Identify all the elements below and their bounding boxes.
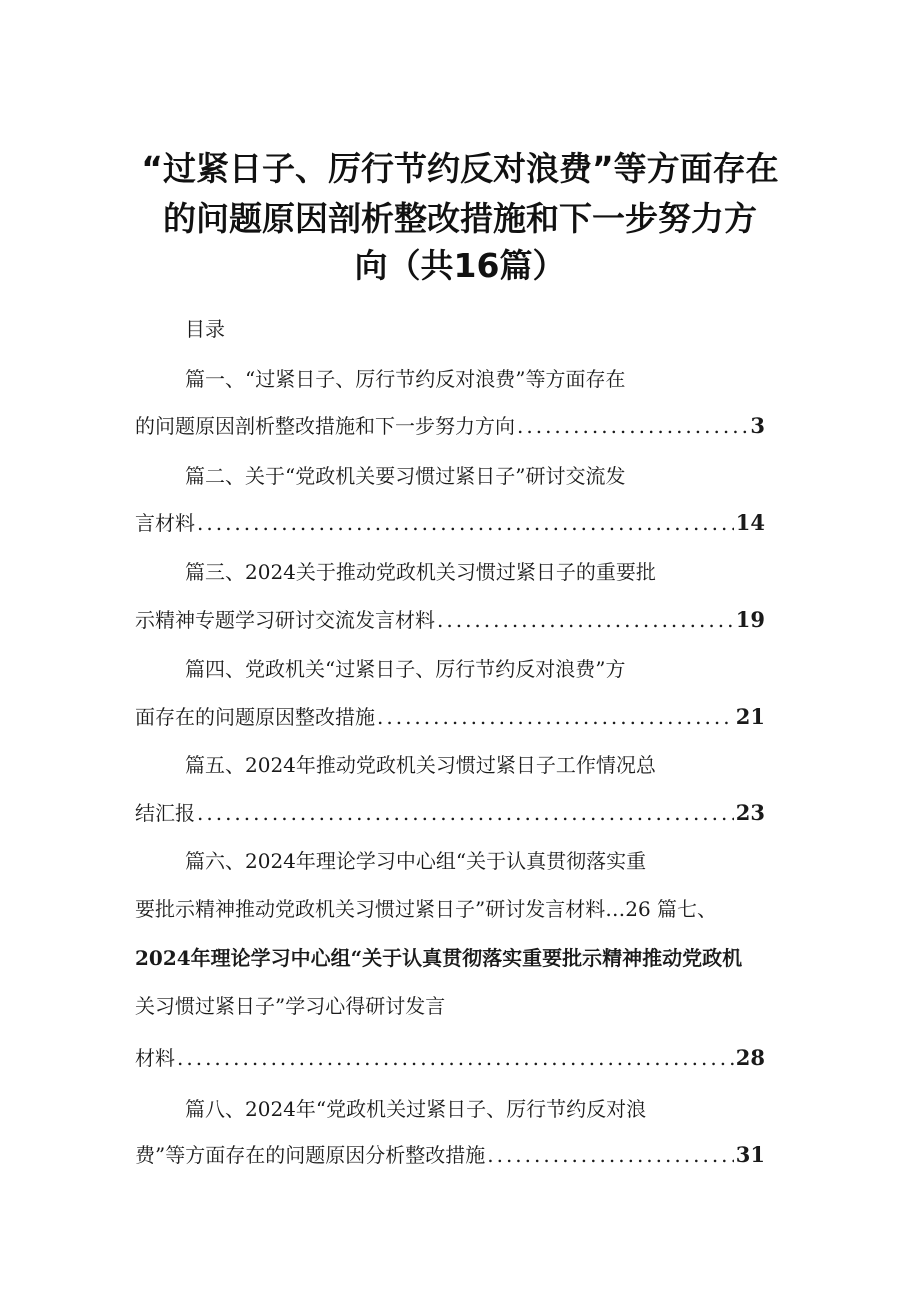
leader-dots <box>197 511 734 535</box>
toc-entry-2-page: 14 <box>735 510 765 535</box>
toc-entry-2-text: 言材料 <box>135 511 195 535</box>
toc-entry-6-line-2[interactable]: 要批示精神推动党政机关习惯过紧日子”研讨发言材料…26 篇七、 <box>135 897 718 921</box>
toc-entry-4-line-1[interactable]: 篇四、党政机关“过紧日子、厉行节约反对浪费”方 <box>185 657 626 681</box>
toc-entry-8-text: 费”等方面存在的问题原因分析整改措施 <box>135 1143 486 1167</box>
toc-entry-3-text: 示精神专题学习研讨交流发言材料 <box>135 608 435 632</box>
toc-entry-8-page: 31 <box>735 1142 765 1167</box>
toc-entry-3-line-1[interactable]: 篇三、2024关于推动党政机关习惯过紧日子的重要批 <box>185 560 656 584</box>
toc-heading: 目录 <box>185 317 225 341</box>
leader-dots <box>197 801 734 825</box>
toc-entry-3-line-2[interactable] <box>135 604 765 633</box>
toc-entry-3-page: 19 <box>735 607 765 632</box>
toc-entry-2-line-1[interactable]: 篇二、关于“党政机关要习惯过紧日子”研讨交流发 <box>185 464 626 488</box>
title-line-3: 向（共16篇） <box>354 246 566 285</box>
toc-entry-2-line-2[interactable] <box>135 507 765 536</box>
toc-entry-4-line-2[interactable] <box>135 701 765 730</box>
toc-entry-7-page: 28 <box>735 1045 765 1070</box>
toc-entry-8-line-1[interactable]: 篇八、2024年“党政机关过紧日子、厉行节约反对浪 <box>185 1097 647 1121</box>
toc-entry-5-line-2[interactable] <box>135 797 765 826</box>
toc-entry-8-line-2[interactable] <box>135 1139 765 1168</box>
toc-entry-5-text: 结汇报 <box>135 801 195 825</box>
toc-entry-6-line-1[interactable]: 篇六、2024年理论学习中心组“关于认真贯彻落实重 <box>185 849 647 873</box>
toc-entry-4-text: 面存在的问题原因整改措施 <box>135 705 375 729</box>
toc-entry-5-line-1[interactable]: 篇五、2024年推动党政机关习惯过紧日子工作情况总 <box>185 753 656 777</box>
toc-entry-7-line-3[interactable] <box>135 1042 765 1071</box>
toc-entry-1-line-1[interactable]: 篇一、“过紧日子、厉行节约反对浪费”等方面存在 <box>185 367 626 391</box>
toc-entry-1-text: 的问题原因剖析整改措施和下一步努力方向 <box>135 414 515 438</box>
toc-entry-1-line-2[interactable] <box>135 410 765 439</box>
toc-entry-1-page: 3 <box>750 413 765 438</box>
title-line-1: “过紧日子、厉行节约反对浪费”等方面存在 <box>141 149 779 188</box>
leader-dots <box>517 414 748 438</box>
toc-entry-7-text: 材料 <box>135 1046 175 1070</box>
leader-dots <box>377 705 734 729</box>
toc-entry-7-line-2[interactable]: 关习惯过紧日子”学习心得研讨发言 <box>135 994 446 1018</box>
toc-entry-5-page: 23 <box>735 800 765 825</box>
title-line-2: 的问题原因剖析整改措施和下一步努力方 <box>163 199 757 238</box>
leader-dots <box>437 608 734 632</box>
leader-dots <box>177 1046 734 1070</box>
toc-entry-4-page: 21 <box>735 704 765 729</box>
leader-dots <box>487 1143 734 1167</box>
toc-entry-7-line-1[interactable]: 2024年理论学习中心组“关于认真贯彻落实重要批示精神推动党政机 <box>135 946 743 970</box>
